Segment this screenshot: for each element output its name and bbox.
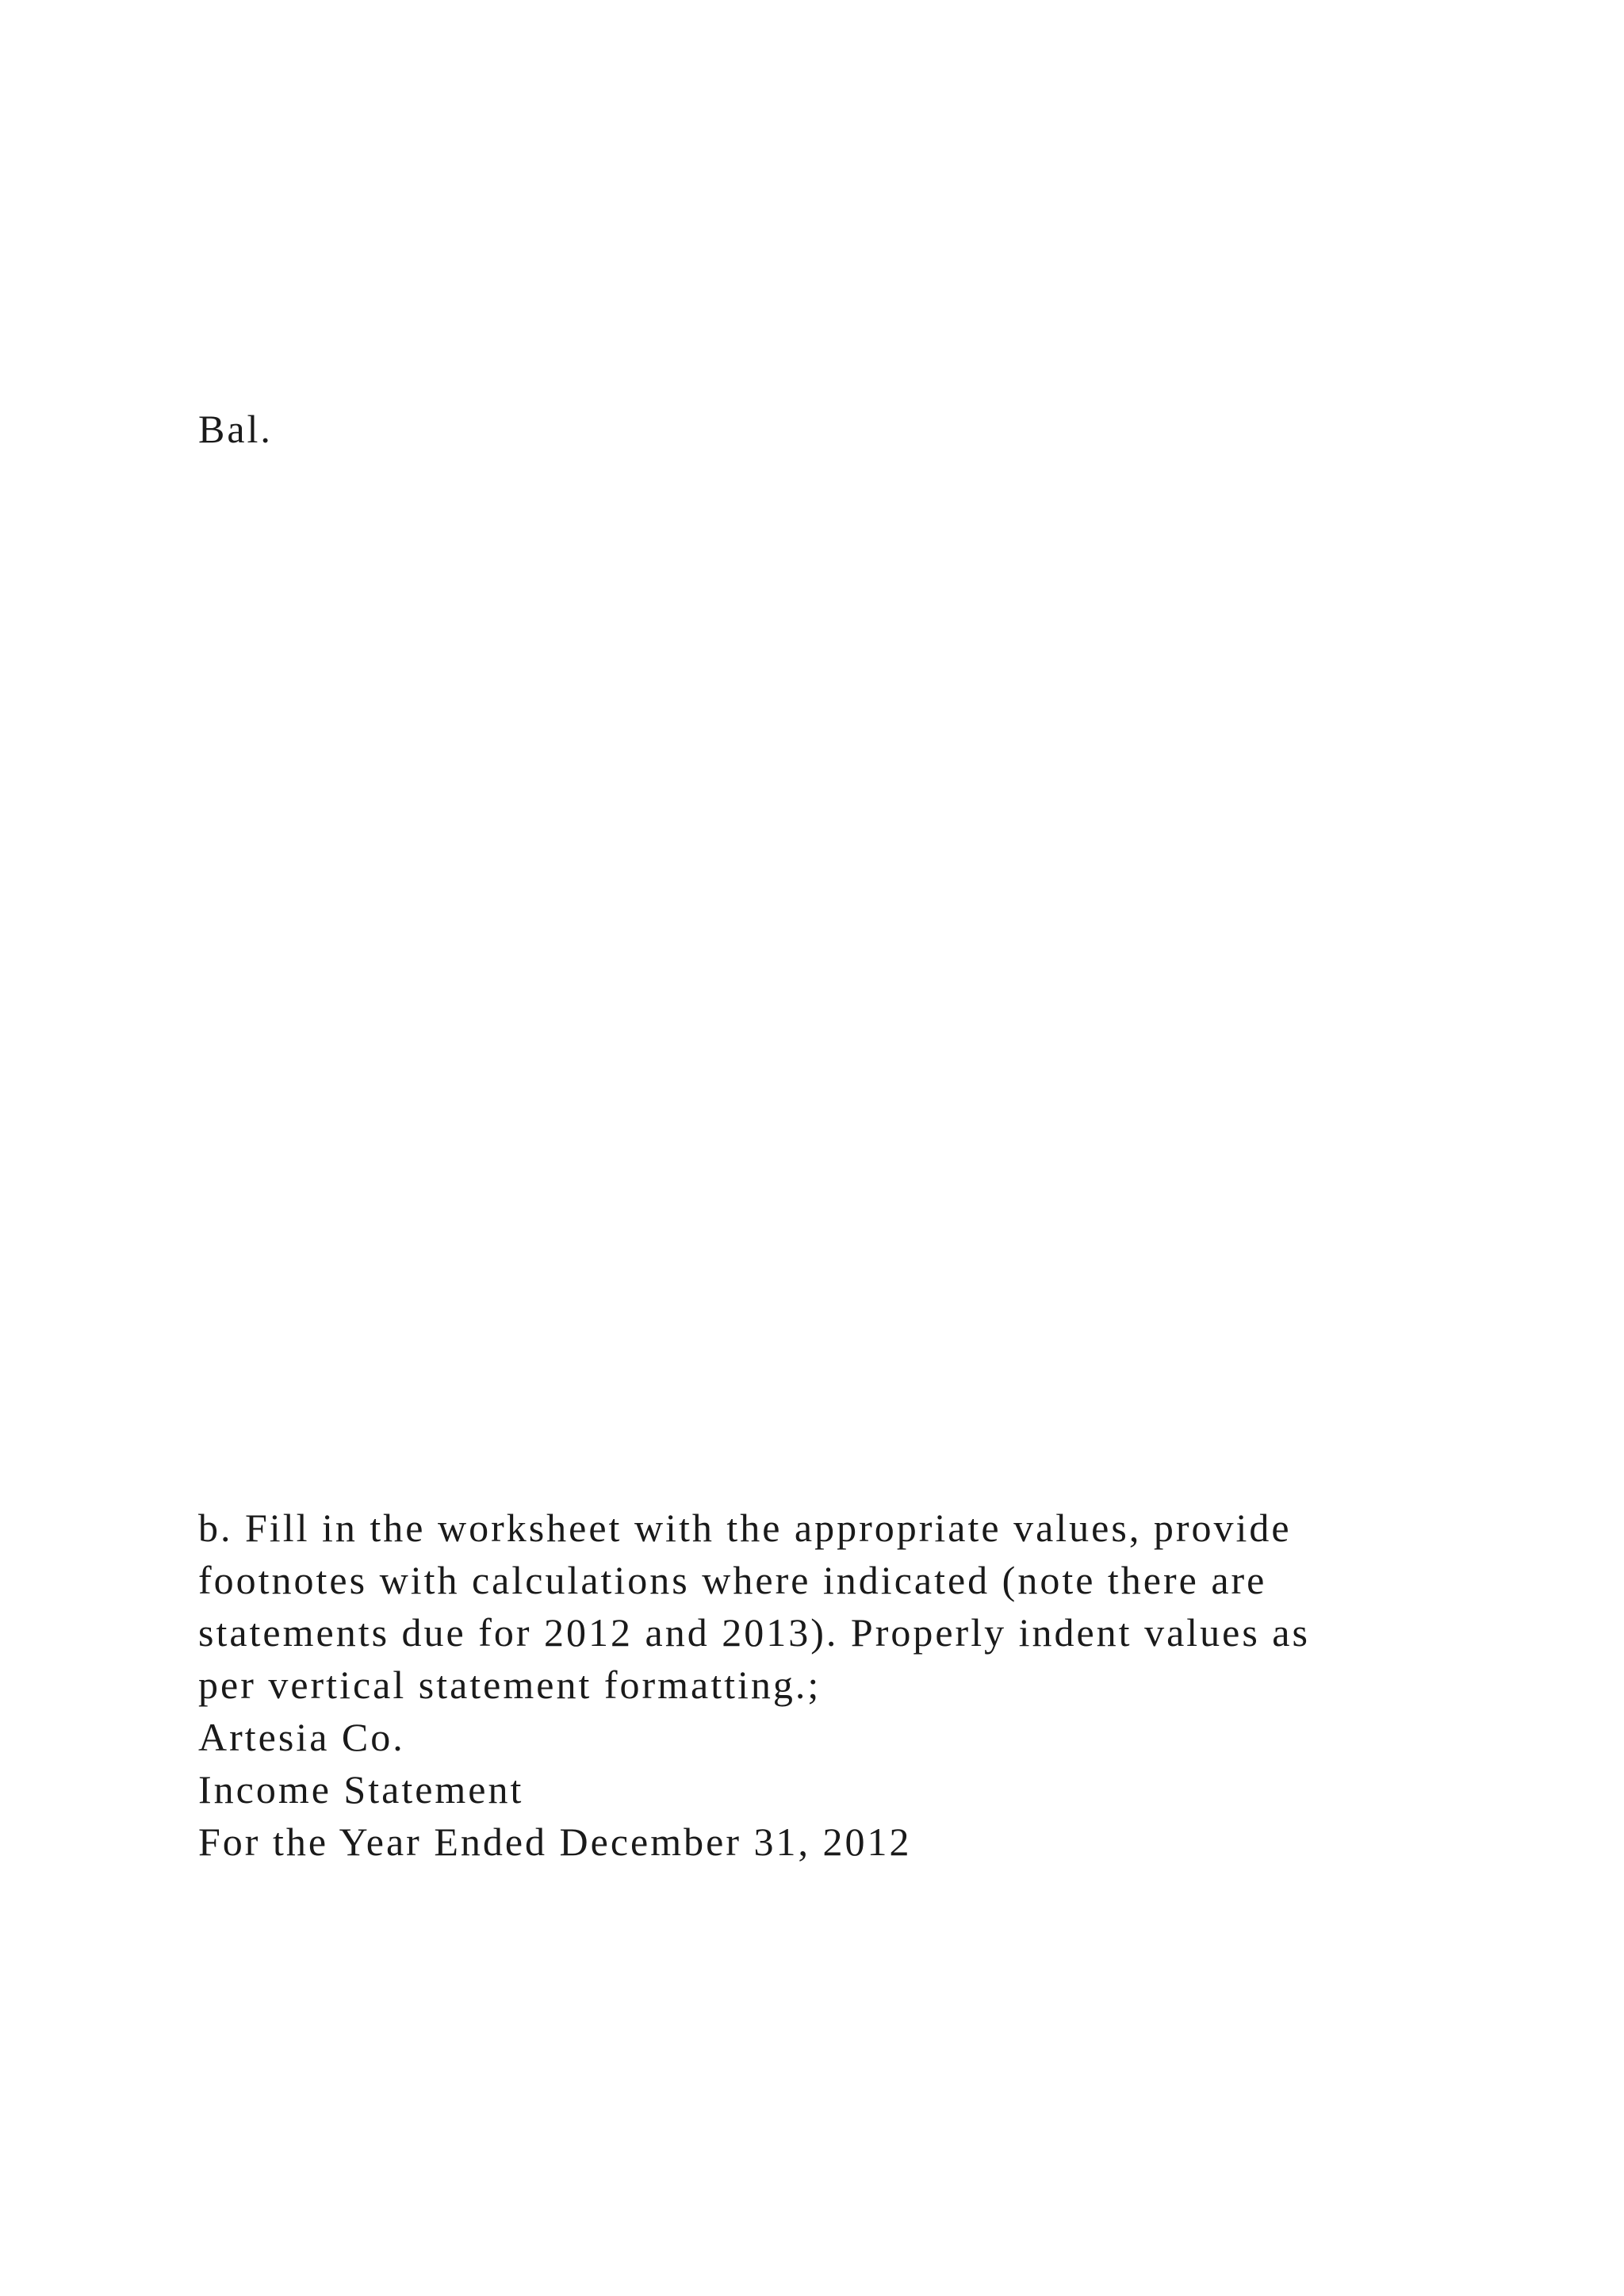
statement-period: For the Year Ended December 31, 2012	[198, 1820, 912, 1864]
balance-label: Bal.	[198, 407, 273, 451]
instruction-line-1: b. Fill in the worksheet with the appropriate values, provide	[198, 1506, 1292, 1550]
body-text-block	[198, 1502, 1310, 1868]
instruction-line-4: per vertical statement formatting.;	[198, 1663, 822, 1707]
instruction-line-2: footnotes with calculations where indicated (note there are	[198, 1558, 1267, 1602]
statement-title: Income Statement	[198, 1767, 524, 1812]
instruction-line-3: statements due for 2012 and 2013). Properly indent values as	[198, 1610, 1310, 1655]
company-name: Artesia Co.	[198, 1715, 405, 1759]
